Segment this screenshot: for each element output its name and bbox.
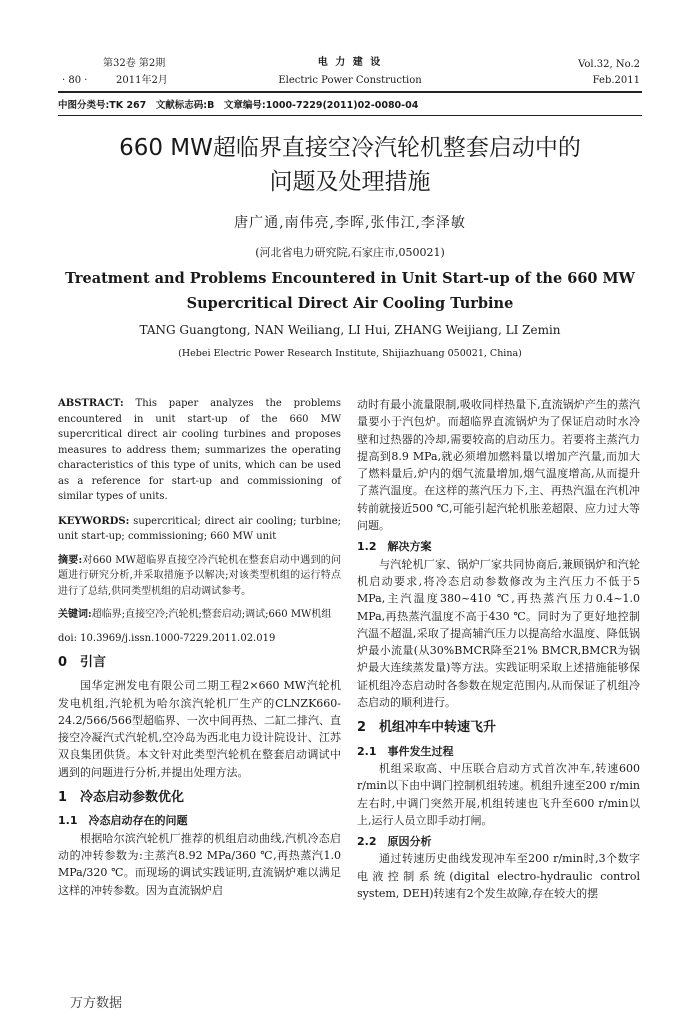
title-cn-line2: 问题及处理措施 (269, 169, 431, 195)
keywords-label: KEYWORDS: (58, 515, 130, 527)
affiliation-en: (Hebei Electric Power Research Institute, Shijiazhuang 050021, China) (178, 348, 522, 359)
abstract-cn-text: 对660 MW超临界直接空冷汽轮机在整套启动中遇到的问题进行研究分析,并采取措施予以解决;对该类型机组的运行特点进行了总结,供同类型机组的启动调试参考。 (58, 554, 341, 597)
watermark: 万方数据 (70, 996, 123, 1011)
volume-issue-en: Vol.32, No.2 (578, 59, 640, 70)
keywords-en (58, 514, 341, 545)
keywords-text: supercritical; direct air cooling; turbine; unit start-up; commissioning; 660 MW unit (58, 515, 341, 542)
abstract-label: ABSTRACT: (58, 398, 124, 409)
doi: doi: 10.3969/j.issn.1000-7229.2011.02.019 (58, 632, 276, 644)
section-1-2-text: 与汽轮机厂家、锅炉厂家共同协商后,兼顾锅炉和汽轮机启动要求,将冷态启动参数修改为主汽压力不低于5 MPa,主汽温度380~410 ℃,再热蒸汽压力0.4~1.0 MPa,再热蒸汽温度不高于430 ℃。同时为了更好地控制汽温不超温,采取了提高辅汽压力以提高给水温度、降低锅炉最小流量(从30%BMCR降至21% BMCR,BMCR为锅炉最大连续蒸发量)等方法。实践证明采取上述措施能够保证机组冷态启动时各参数在规定范围内,从而保证了机组冷态启动的顺利进行。 (357, 557, 640, 710)
volume-issue-cn: 第32卷 第2期 (103, 58, 166, 69)
classification-rule (58, 115, 642, 116)
keywords-cn (58, 607, 341, 623)
section-0-title: 0 引言 (58, 655, 107, 670)
page-number: · 80 · (62, 75, 88, 86)
section-2-2-title: 2.2 原因分析 (357, 835, 432, 849)
keywords-cn-text: 超临界;直接空冷;汽轮机;整套启动;调试;660 MW机组 (91, 609, 332, 620)
title-cn-line1: 660 MW超临界直接空冷汽轮机整套启动中的 (119, 135, 581, 161)
title-en-line1: Treatment and Problems Encountered in Unit Start-up of the 660 MW (65, 270, 635, 287)
journal-name-en: Electric Power Construction (278, 75, 422, 86)
right-paragraph-1: 动时有最小流量限制,吸收同样热量下,直流锅炉产生的蒸汽量要小于汽包炉。而超临界直流锅炉为了保证启动时水冷壁和过热器的冷却,需要较高的启动压力。若要将主蒸汽力提高到8.9 MPa,就必须增加燃料量以增加产汽量,而加大了燃料量后,炉内的烟气流量增加,烟气温度增高,从而提升了蒸汽温度。在这样的蒸汽压力下,主、再热汽温在汽机冲转前就接近500 ℃,可能引起汽轮机胀差超限、应力过大等问题。 (357, 398, 640, 533)
section-1-1-title: 1.1 冷态启动存在的问题 (58, 814, 188, 828)
section-1-title: 1 冷态启动参数优化 (58, 790, 185, 806)
abstract-text: This paper analyzes the problems encountered in unit start-up of the 660 MW supercritical direct air cooling turbines and proposes measures to address them; summarizes the operating characteristics of this type of units, which can be used as a reference for start-up and commissioning of similar types of units. (58, 398, 341, 502)
section-1-1-text: 根据哈尔滨汽轮机厂推荐的机组启动曲线,汽机冷态启动的冲转参数为:主蒸汽8.92 MPa/360 ℃,再热蒸汽1.0 MPa/320 ℃。而现场的调试实践证明,直流锅炉难以满足这样的冲转参数。因为直流锅炉启 (58, 831, 341, 897)
right-column (357, 396, 640, 902)
abstract-cn (58, 553, 341, 600)
classification-line: 中图分类号:TK 267 文献标志码:B 文章编号:1000-7229(2011)02-0080-04 (58, 100, 419, 111)
section-0-text: 国华定洲发电有限公司二期工程2×660 MW汽轮机发电机组,汽轮机为哈尔滨汽轮机厂生产的CLNZK660-24.2/566/566型超临界、一次中间再热、二缸二排汽、直接空冷凝汽式汽轮机,空冷岛为西北电力设计院设计、江苏双良集团供货。本文针对此类型汽轮机在整套启动调试中遇到的问题进行分析,并提出处理方法。 (58, 679, 341, 779)
authors-cn: 唐广通,南伟亮,李晖,张伟江,李泽敏 (234, 215, 466, 231)
abstract-en (58, 396, 341, 505)
authors-en: TANG Guangtong, NAN Weiliang, LI Hui, ZHANG Weijiang, LI Zemin (139, 323, 561, 337)
date-en: Feb.2011 (592, 75, 640, 86)
left-column (58, 396, 341, 899)
abstract-cn-label: 摘要: (58, 554, 83, 566)
keywords-cn-label: 关键词: (58, 609, 92, 620)
title-en-line2: Supercritical Direct Air Cooling Turbine (186, 295, 514, 312)
section-2-title: 2 机组冲车中转速飞升 (357, 720, 497, 736)
section-1-2-title: 1.2 解决方案 (357, 540, 432, 554)
section-2-2-text: 通过转速历史曲线发现冲车至200 r/min时,3个数字电液控制系统(digital electro-hydraulic control system, DEH)转速有2个发生故障,存在较大的摆 (357, 852, 640, 901)
section-2-1-title: 2.1 事件发生过程 (357, 744, 454, 758)
date-cn: 2011年2月 (116, 75, 168, 86)
header-rule (58, 91, 642, 93)
journal-name-cn: 电 力 建 设 (317, 57, 383, 68)
affiliation-cn: (河北省电力研究院,石家庄市,050021) (255, 246, 445, 259)
section-2-1-text: 机组采取高、中压联合启动方式首次冲车,转速600 r/min以下由中调门控制机组转速。机组升速至200 r/min左右时,中调门突然开展,机组转速也飞升至600 r/min以上,运行人员立即手动打闸。 (357, 761, 640, 827)
